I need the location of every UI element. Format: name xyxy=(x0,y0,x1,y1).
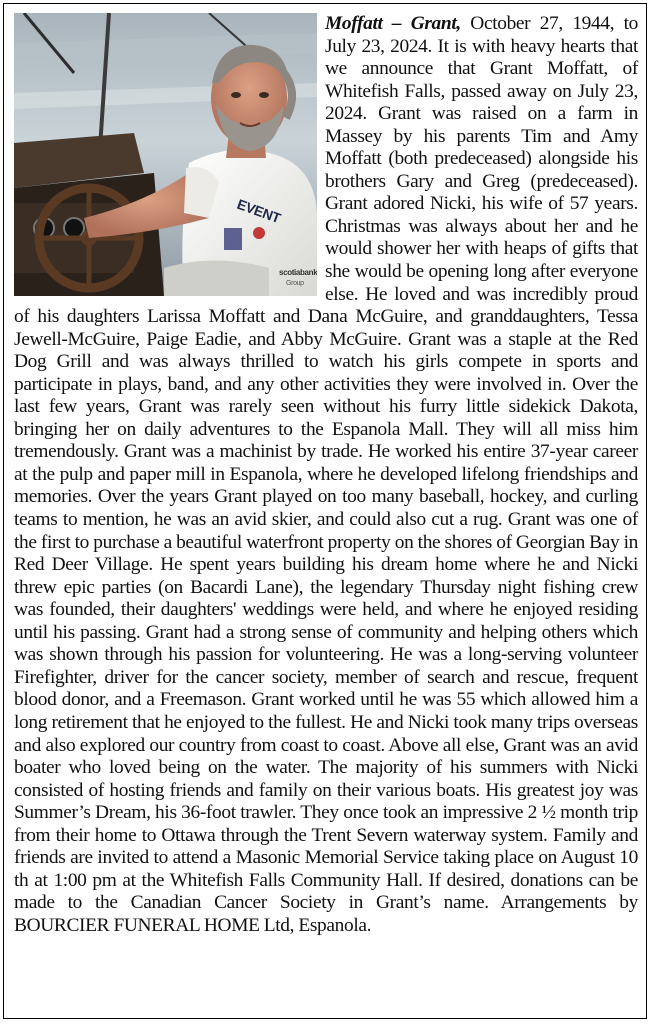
portrait-illustration xyxy=(14,13,317,296)
life-dates: October 27, 1944, to July 23, 2024. xyxy=(325,13,638,57)
deceased-name: Moffatt – Grant, xyxy=(325,13,461,34)
portrait-photo xyxy=(14,13,317,296)
obituary-text-block xyxy=(14,13,638,937)
obituary-frame xyxy=(3,3,647,1019)
obituary-body: It is with heavy hearts that we announce that Grant Moffatt, of Whitefish Falls, passed away on July 23, 2024. Grant was raised on a farm in Massey by his parents Tim and Amy Moffatt (both predeceased) alongside his brothers Gary and Greg (predeceased). Grant adored Nicki, his wife of 57 years. Christmas was always about her and he would shower her with heaps of gifts that she would be opening long after everyone else. He loved and was incredibly proud of his daughters Larissa Moffatt and Dana McGuire, and granddaughters, Tessa Jewell-McGuire, Paige Eadie, and Abby McGuire. Grant was a staple at the Red Dog Grill and was always thrilled to watch his girls compete in sports and participate in plays, band, and any other activities they were involved in. Over the last few years, Grant was rarely seen without his furry little sidekick Dakota, bringing her on daily adventures to the Espanola Mall. They will all miss him tremendously. Grant was a machinist by trade. He worked his entire 37-year career at the pulp and paper mill in Espanola, where he developed lifelong friendships and memories. Over the years Grant played on too many baseball, hockey, and curling teams to mention, he was an avid skier, and could also cut a rug. Grant was one of the first to purchase a beautiful waterfront property on the shores of Georgian Bay in Red Deer Village. He spent years building his dream home where he and Nicki threw epic parties (on Bacardi Lane), the legendary Thursday night fishing crew was founded, their daughters' weddings were held, and where he enjoyed residing until his passing. Grant had a strong sense of community and helping others which was shown through his passion for volunteering. He was a long-serving volunteer Firefighter, driver for the cancer society, member of search and rescue, frequent blood donor, and a Freemason. Grant worked until he was 55 which allowed him a long retirement that he enjoyed to the fullest. He and Nicki took many trips overseas and also explored our country from coast to coast. Above all else, Grant was an avid boater who loved being on the water. The majority of his summers with Nicki consisted of hosting friends and family on their various boats. His greatest joy was Summer’s Dream, his 36-foot trawler. They once took an impressive 2 ½ month trip from their home to Ottawa through the Trent Severn waterway system. Family and friends are invited to attend a Masonic Memorial Service taking place on August 10 th at 1:00 pm at the Whitefish Falls Community Hall. If desired, donations can be made to the Canadian Cancer Society in Grant’s name. Arrangements by BOURCIER FUNERAL HOME Ltd, Espanola. xyxy=(14,35,638,936)
shirt-print-text-2: Group xyxy=(286,280,304,287)
shirt-print-text: scotiabank xyxy=(279,268,317,277)
svg-text:EVENT: EVENT xyxy=(234,195,283,227)
